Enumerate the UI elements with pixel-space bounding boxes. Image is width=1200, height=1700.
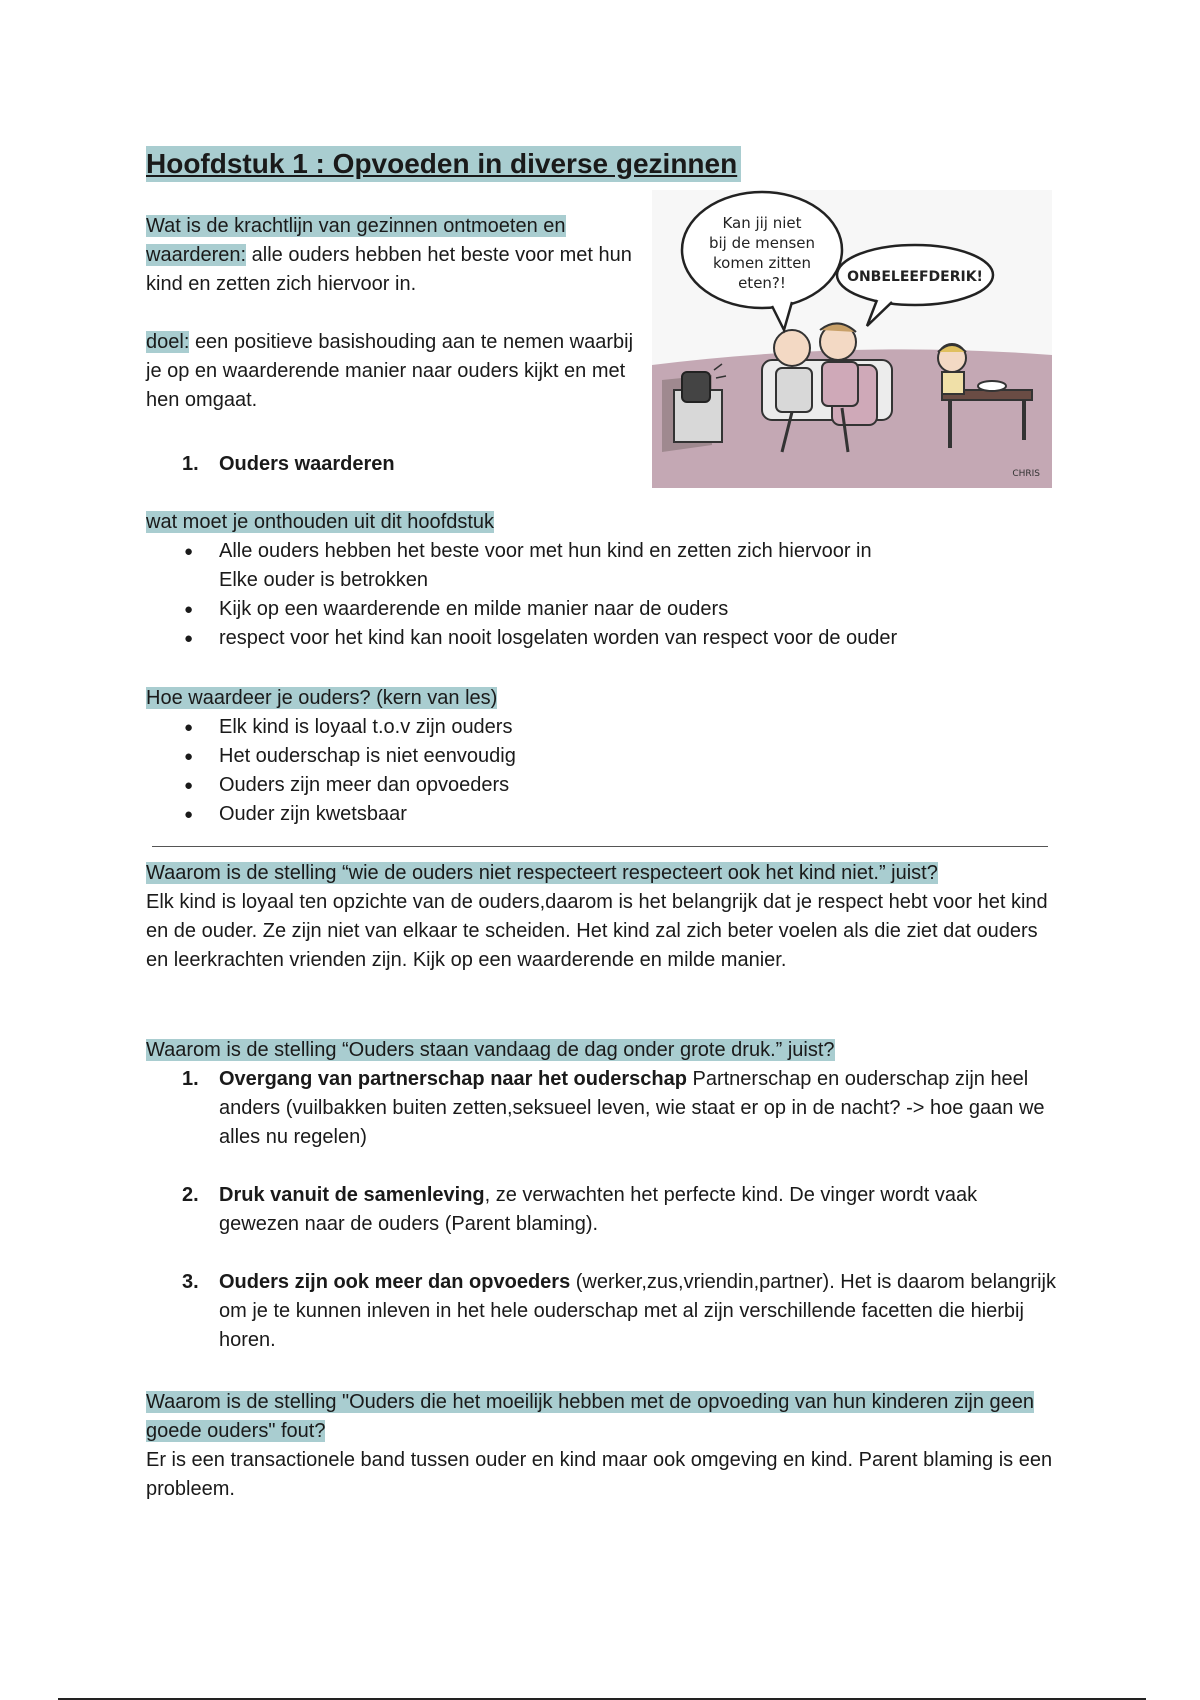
stelling2-list xyxy=(146,1065,1056,1355)
item-number: 3. xyxy=(182,1271,199,1293)
list-item xyxy=(146,537,1046,595)
section-heading xyxy=(146,450,646,479)
list-item xyxy=(146,713,1046,742)
numbered-item xyxy=(146,1065,1056,1152)
tv-icon xyxy=(682,372,710,402)
section-number: 1. xyxy=(182,453,199,475)
remember-block xyxy=(146,508,1046,653)
appreciate-heading: Hoe waardeer je ouders? (kern van les) xyxy=(146,687,498,709)
list-item xyxy=(146,624,1046,653)
krachtlijn-paragraph xyxy=(146,212,646,299)
item-bold-text: Ouders zijn ook meer dan opvoeders xyxy=(219,1271,571,1293)
list-item-text: Ouders zijn meer dan opvoeders xyxy=(219,774,510,796)
numbered-item xyxy=(146,1181,1056,1239)
intro-block xyxy=(146,212,646,415)
bubble-left-line-4: eten?! xyxy=(738,274,786,292)
bubble-left-line-1: Kan jij niet xyxy=(722,214,802,232)
list-item-text: respect voor het kind kan nooit losgelaten worden van respect voor de ouder xyxy=(219,627,898,649)
horizontal-divider xyxy=(152,846,1048,847)
list-item-text: Het ouderschap is niet eenvoudig xyxy=(219,745,516,767)
list-item xyxy=(146,771,1046,800)
remember-heading: wat moet je onthouden uit dit hoofdstuk xyxy=(146,511,495,533)
father-figure xyxy=(774,330,810,366)
section-heading-list xyxy=(146,450,646,479)
item-text: , ze verwachten het perfecte kind. De vinger wordt vaak gewezen naar de ouders (Parent blaming). xyxy=(219,1184,978,1235)
item-number: 2. xyxy=(182,1184,199,1206)
list-item xyxy=(146,742,1046,771)
list-item xyxy=(146,595,1046,624)
goal-paragraph xyxy=(146,328,646,415)
stelling1-heading: Waarom is de stelling “wie de ouders niet respecteert respecteert ook het kind niet.” juist? xyxy=(146,862,938,884)
stelling1-block xyxy=(146,859,1056,975)
list-item xyxy=(146,800,1046,829)
list-item-text: Kijk op een waarderende en milde manier naar de ouders xyxy=(219,598,729,620)
stelling2-block xyxy=(146,1036,1056,1355)
page-title: Hoofdstuk 1 : Opvoeden in diverse gezinnen xyxy=(146,146,741,182)
numbered-item xyxy=(146,1268,1056,1355)
item-bold-text: Overgang van partnerschap naar het ouderschap xyxy=(219,1068,687,1090)
list-item-text: Elke ouder is betrokken xyxy=(219,569,429,591)
item-number: 1. xyxy=(182,1068,199,1090)
section-heading-text: Ouders waarderen xyxy=(219,453,395,475)
list-item-text: Elk kind is loyaal t.o.v zijn ouders xyxy=(219,716,513,738)
cartoon-signature: CHRIS xyxy=(1012,469,1040,479)
stelling1-text: Elk kind is loyaal ten opzichte van de ouders,daarom is het belangrijk dat je respect hebt voor het kind en de ouder. Ze zijn niet van elkaar te scheiden. Het kind zal zich beter voelen als die ziet dat ouders en leerkrachten vrienden zijn. Kijk op een waarderende en milde manier. xyxy=(146,891,1048,971)
krachtlijn-question: Wat is de krachtlijn van gezinnen ontmoeten en waarderen: xyxy=(146,215,566,266)
goal-label: doel: xyxy=(146,331,190,353)
appreciate-list xyxy=(146,713,1046,829)
stelling2-heading: Waarom is de stelling “Ouders staan vandaag de dag onder grote druk.” juist? xyxy=(146,1039,835,1061)
stelling3-block xyxy=(146,1388,1056,1504)
cartoon-illustration xyxy=(652,190,1052,488)
stelling3-heading: Waarom is de stelling "Ouders die het moeilijk hebben met de opvoeding van hun kinderen zijn geen goede ouders" fout? xyxy=(146,1391,1034,1442)
item-text: Partnerschap en ouderschap zijn heel anders (vuilbakken buiten zetten,seksueel leven, wie staat er op in de nacht? -> hoe gaan we alles nu regelen) xyxy=(219,1068,1045,1148)
remember-list xyxy=(146,537,1046,653)
list-item-text: Ouder zijn kwetsbaar xyxy=(219,803,407,825)
bubble-right-text: ONBELEEFDERIK! xyxy=(847,269,983,285)
item-bold-text: Druk vanuit de samenleving xyxy=(219,1184,485,1206)
item-text: (werker,zus,vriendin,partner). Het is daarom belangrijk om je te kunnen inleven in het hele ouderschap met al zijn verschillende facetten die hierbij horen. xyxy=(219,1271,1056,1351)
stelling3-text: Er is een transactionele band tussen ouder en kind maar ook omgeving en kind. Parent blaming is een probleem. xyxy=(146,1449,1053,1500)
list-item-text: Alle ouders hebben het beste voor met hun kind en zetten zich hiervoor in xyxy=(219,540,872,562)
appreciate-block xyxy=(146,684,1046,829)
bubble-left-line-3: komen zitten xyxy=(713,254,811,272)
goal-text: een positieve basishouding aan te nemen waarbij je op en waarderende manier naar ouders kijkt en met hen omgaat. xyxy=(146,331,634,411)
krachtlijn-answer: alle ouders hebben het beste voor met hun kind en zetten zich hiervoor in. xyxy=(146,244,632,295)
bubble-left-line-2: bij de mensen xyxy=(708,234,816,252)
